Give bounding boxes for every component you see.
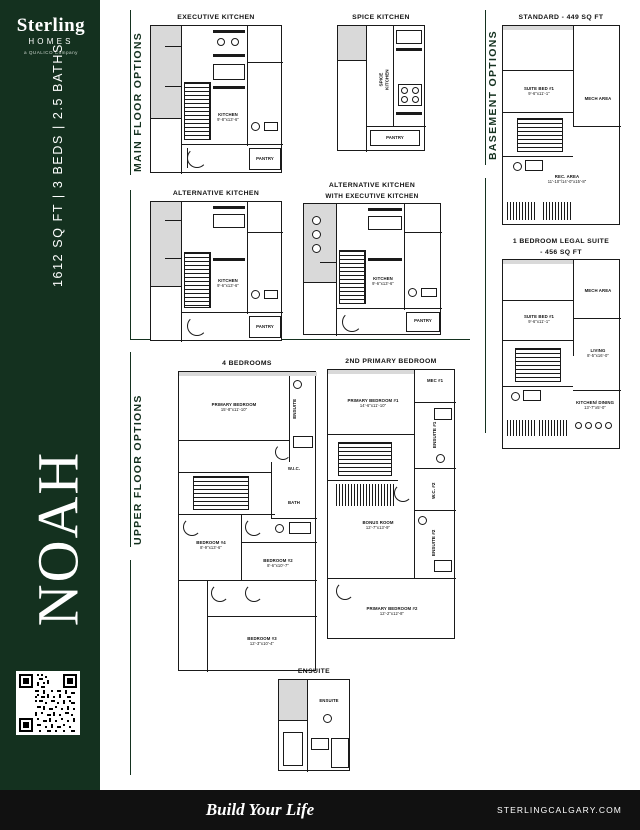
- plan-alt-kitchen-with-executive: [303, 182, 441, 335]
- floorplan-drawing: SUITE BED #1 9'-6"x11'-1" MECH AREA LIVING 8'-5"x16'-0" KITCHEN/ DINING 13'-7"x5'-0": [502, 259, 620, 449]
- plan-title: 1 BEDROOM LEGAL SUITE: [512, 238, 610, 245]
- plan-title: STANDARD - 449 SQ FT: [518, 14, 604, 21]
- floorplan-drawing: KITCHEN 9'-6"x13'-6" PANTRY: [303, 203, 441, 335]
- plan-basement-standard: [502, 14, 620, 225]
- plan-executive-kitchen: [150, 14, 282, 173]
- floorplan-drawing: KITCHEN 9'-6"x13'-6" PANTRY: [150, 201, 282, 341]
- section-rule-upper-2: [130, 560, 131, 775]
- section-rule-main-2: [130, 190, 131, 340]
- floorplan-drawing: MEC #1 PRIMARY BEDROOM #1 14'-6"x11'-10" ENSUITE #1 BONUS ROOM 12'-7"x13'-9" W.C. #2 ENSUITE #2 PRIMARY BEDROOM #2 12'-2"x12'-8": [327, 369, 455, 639]
- plan-subtitle: WITH EXECUTIVE KITCHEN: [325, 192, 419, 200]
- footer-bar: [0, 790, 640, 830]
- plan-title: 4 BEDROOMS: [222, 360, 272, 367]
- plan-title: ALTERNATIVE KITCHEN: [172, 190, 260, 197]
- plan-title: 2ND PRIMARY BEDROOM: [345, 358, 437, 365]
- plan-four-bedrooms: [178, 360, 316, 671]
- section-rule-main: [130, 10, 131, 175]
- section-label-main-floor: MAIN FLOOR OPTIONS: [132, 31, 144, 172]
- logo-sub: HOMES: [28, 37, 74, 46]
- plan-basement-legal-suite: [502, 238, 620, 449]
- plan-title: SPICE KITCHEN: [352, 14, 410, 21]
- section-rule-basement-2: [485, 178, 486, 433]
- section-label-upper-floor: UPPER FLOOR OPTIONS: [132, 394, 144, 545]
- floorplan-drawing: SPICE KITCHEN PANTRY: [337, 25, 425, 151]
- plan-title: ALTERNATIVE KITCHEN: [328, 182, 416, 189]
- section-rule-basement: [485, 10, 486, 165]
- plan-subtitle: - 456 SQ FT: [540, 248, 582, 256]
- footer-tagline: Build Your Life: [205, 800, 315, 819]
- plan-title: ENSUITE: [297, 668, 331, 675]
- floorplan-drawing: KITCHEN 9'-8"x13'-6" PANTRY: [150, 25, 282, 173]
- floorplan-drawing: PRIMARY BEDROOM 15'-8"x11'-10" ENSUITE W.I.C. BATH BEDROOM #4 8'-9"x13'-6" BEDROOM #2 8'-6"x10'-7" BEDROOM #3 12'-3"x10'-4": [178, 371, 316, 671]
- model-name: NOAH: [25, 450, 91, 627]
- section-label-basement: BASEMENT OPTIONS: [487, 30, 499, 160]
- plan-title: EXECUTIVE KITCHEN: [177, 14, 255, 21]
- section-rule-upper: [130, 352, 131, 547]
- spec-line: 1612 SQ FT | 3 BEDS | 2.5 BATHS: [51, 43, 65, 287]
- qr-code[interactable]: [16, 671, 80, 735]
- floorplan-drawing: ENSUITE: [278, 679, 350, 771]
- floorplan-drawing: SUITE BED #1 9'-6"x11'-1" MECH AREA REC. AREA 11'-10"/14'-0"x15'-8": [502, 25, 620, 225]
- footer-website[interactable]: STERLINGCALGARY.COM: [497, 805, 622, 815]
- plan-alternative-kitchen: [150, 190, 282, 341]
- plan-ensuite: [278, 668, 350, 771]
- plan-spice-kitchen: [337, 14, 425, 151]
- logo-company: a QUALICO Company: [24, 50, 78, 55]
- plan-second-primary-bedroom: [327, 358, 455, 639]
- logo-name: Sterling: [16, 15, 86, 36]
- left-sidebar: [0, 0, 100, 790]
